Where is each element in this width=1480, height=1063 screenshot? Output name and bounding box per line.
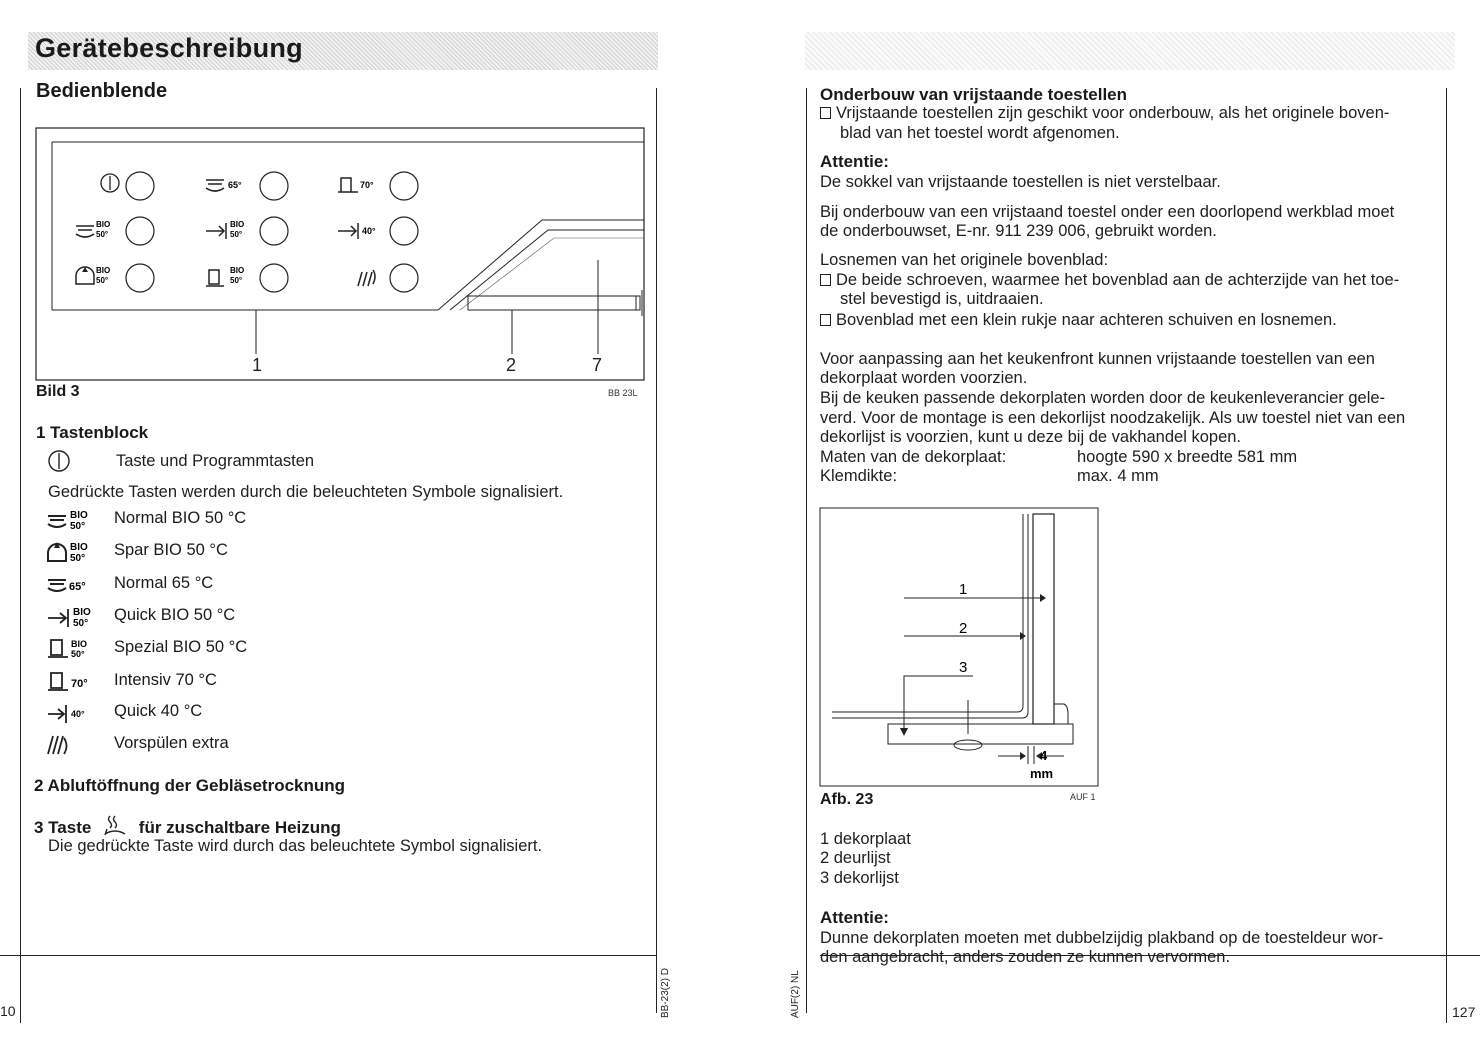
heading-onderbouw: Onderbouw van vrijstaande toestellen: [820, 85, 1128, 104]
panel-spezial-bio50-button: [206, 264, 288, 292]
title-band-right: [805, 32, 1455, 70]
panel-vorspuelen-button: [358, 264, 418, 292]
bullet-square-icon: [820, 314, 831, 326]
taste-suffix: für zuschaltbare Heizung: [138, 818, 341, 837]
dim-unit: mm: [1030, 766, 1054, 781]
normal-65-icon: [46, 572, 102, 598]
side-code-left: BB-23(2) D: [660, 967, 671, 1018]
legend-item-1: 1 dekorplaat: [820, 830, 911, 848]
panel-normal65-button: [206, 172, 288, 200]
program-label: Spezial BIO 50 °C: [114, 638, 248, 656]
svg-text:50°: 50°: [70, 521, 86, 532]
program-label: Quick BIO 50 °C: [114, 606, 236, 624]
badge-bio: BIO: [96, 266, 111, 275]
callout-2: 2: [959, 620, 968, 637]
panel-quick-bio50-button: [206, 217, 288, 245]
svg-text:50°: 50°: [71, 649, 85, 659]
badge-50: 50°: [96, 230, 109, 239]
panel-intensiv70-button: [338, 172, 418, 200]
taste-prefix: 3 Taste: [34, 818, 92, 837]
badge-65: 65°: [228, 180, 242, 190]
left-footer-rule: [0, 955, 656, 956]
vorspuelen-icon: [46, 732, 102, 758]
callout-7: 7: [592, 355, 603, 375]
right-margin-line: [1446, 88, 1447, 1023]
program-label: Vorspülen extra: [114, 734, 229, 752]
bullet-vrijstaande: Vrijstaande toestellen zijn geschikt voor onderbouw, als het originele boven-: [820, 104, 1389, 124]
para-dekorplaat-5: dekorlijst is voorzien, kunt u deze bij de vakhandel kopen.: [820, 428, 1241, 446]
para-onderbouw-1: Bij onderbouw van een vrijstaand toestel onder een doorlopend werkblad moet: [820, 203, 1395, 221]
program-label: Quick 40 °C: [114, 702, 203, 720]
callout-2: 2: [506, 355, 517, 375]
para-dekorplaat-4: verd. Voor de montage is een dekorlijst noodzakelijk. Als uw toestel niet van een: [820, 409, 1406, 427]
power-icon: [46, 448, 72, 474]
bullet-schroeven-cont: stel bevestigd is, uitdraaien.: [840, 290, 1044, 308]
svg-text:BIO: BIO: [70, 510, 88, 521]
heading-taste-heizung: [34, 814, 341, 838]
svg-text:BIO: BIO: [70, 542, 88, 553]
callout-1: 1: [959, 581, 968, 598]
figure-code-auf1: AUF 1: [1070, 792, 1096, 802]
panel-spar-bio50-button: [76, 264, 154, 292]
badge-70: 70°: [360, 180, 374, 190]
badge-50: 50°: [230, 276, 243, 285]
dekorplaat-figure: [818, 506, 1102, 788]
program-label: Normal 65 °C: [114, 574, 214, 592]
heading-abluftoeffnung: 2 Abluftöffnung der Gebläsetrocknung: [34, 776, 346, 795]
para-onderbouw-2: de onderbouwset, E-nr. 911 239 006, gebruikt worden.: [820, 222, 1217, 240]
figure-code-bb23l: BB 23L: [608, 388, 638, 398]
svg-text:BIO: BIO: [71, 639, 88, 649]
left-margin-line: [20, 88, 21, 1023]
badge-bio: BIO: [96, 220, 111, 229]
quick-bio50-icon: [46, 604, 102, 630]
program-label: Spar BIO 50 °C: [114, 541, 228, 559]
attentie-2-line-2: den aangebracht, anders zouden ze kunnen vervormen.: [820, 948, 1231, 966]
svg-text:BIO: BIO: [73, 607, 91, 618]
spar-bio50-icon: [46, 539, 102, 565]
svg-text:65°: 65°: [69, 581, 86, 593]
section-title-bedienblende: Bedienblende: [36, 80, 168, 102]
panel-normal-bio50-button: [76, 217, 154, 245]
page-number-left: 10: [0, 1003, 16, 1019]
heading-attentie-2: Attentie:: [820, 908, 889, 927]
taste-description: Die gedrückte Taste wird durch das beleuchtete Symbol signalisiert.: [48, 837, 543, 855]
page-title: Gerätebeschreibung: [35, 33, 303, 63]
svg-text:50°: 50°: [70, 553, 86, 564]
panel-quick40-button: [338, 217, 418, 245]
intensiv-70-icon: [46, 669, 102, 695]
control-panel-figure: [30, 120, 650, 390]
klem-value: max. 4 mm: [1077, 467, 1159, 485]
para-dekorplaat-1: Voor aanpassing aan het keukenfront kunnen vrijstaande toestellen van een: [820, 350, 1375, 368]
callout-3: 3: [959, 659, 968, 676]
signal-text: Gedrückte Tasten werden durch die beleuchteten Symbole signalisiert.: [48, 483, 564, 501]
figure-label-bild3: Bild 3: [36, 383, 80, 400]
heating-icon: [102, 814, 128, 836]
maten-value: hoogte 590 x breedte 581 mm: [1077, 448, 1298, 466]
bullet-square-icon: [820, 107, 831, 119]
legend-item-2: 2 deurlijst: [820, 849, 891, 867]
klem-label: Klemdikte:: [820, 467, 898, 485]
quick-40-icon: [46, 700, 102, 726]
figure-label-afb23: Afb. 23: [820, 791, 874, 808]
svg-text:70°: 70°: [71, 678, 88, 690]
bullet-square-icon: [820, 274, 831, 286]
heading-attentie-1: Attentie:: [820, 152, 889, 171]
badge-40: 40°: [362, 226, 376, 236]
spezial-bio50-icon: [46, 636, 102, 662]
svg-text:40°: 40°: [71, 709, 85, 719]
right-column-rule: [806, 88, 807, 1013]
program-label: Normal BIO 50 °C: [114, 509, 247, 527]
side-code-right: AUF(2) NL: [790, 970, 801, 1018]
maten-label: Maten van de dekorplaat:: [820, 448, 1007, 466]
heading-tastenblock: 1 Tastenblock: [36, 423, 149, 442]
badge-50: 50°: [96, 276, 109, 285]
normal-bio50-icon: [46, 507, 102, 533]
badge-50: 50°: [230, 230, 243, 239]
dim-value: 4: [1040, 748, 1048, 763]
left-column-rule: [656, 88, 657, 1013]
badge-bio: BIO: [230, 266, 245, 275]
badge-bio: BIO: [230, 220, 245, 229]
para-dekorplaat-2: dekorplaat worden voorzien.: [820, 369, 1028, 387]
svg-text:50°: 50°: [73, 618, 89, 629]
panel-power-button: [101, 172, 154, 200]
losnemen-title: Losnemen van het originele bovenblad:: [820, 251, 1109, 269]
bullet-schroeven: De beide schroeven, waarmee het bovenblad aan de achterzijde van het toe-: [820, 271, 1399, 291]
attentie-1-text: De sokkel van vrijstaande toestellen is niet verstelbaar.: [820, 173, 1221, 191]
attentie-2-line-1: Dunne dekorplaten moeten met dubbelzijdig plakband op de toesteldeur wor-: [820, 929, 1384, 947]
callout-1: 1: [252, 355, 263, 375]
bullet-vrijstaande-cont: blad van het toestel wordt afgenomen.: [840, 124, 1120, 142]
para-dekorplaat-3: Bij de keuken passende dekorplaten worden door de keukenleverancier gele-: [820, 389, 1386, 407]
program-label: Intensiv 70 °C: [114, 671, 217, 689]
power-label: Taste und Programmtasten: [116, 452, 315, 470]
bullet-bovenblad: Bovenblad met een klein rukje naar achteren schuiven en losnemen.: [820, 311, 1337, 331]
page-number-right: 127: [1452, 1004, 1476, 1020]
legend-item-3: 3 dekorlijst: [820, 869, 899, 887]
